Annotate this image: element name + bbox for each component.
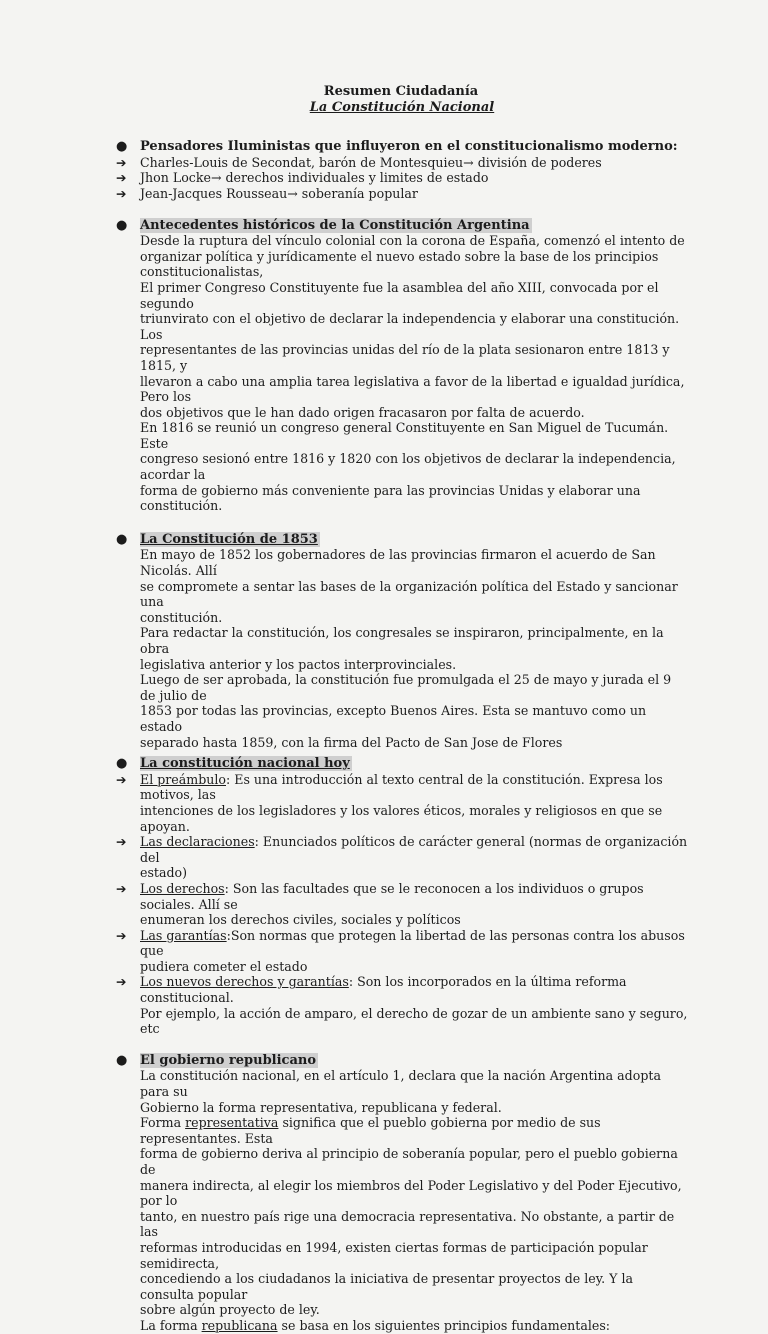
section-constitucion-hoy bbox=[116, 756, 688, 1037]
arrow-icon: ➔ bbox=[116, 771, 127, 787]
section-gobierno-republicano bbox=[116, 1053, 688, 1334]
term: Las garantías bbox=[140, 927, 227, 943]
arrow-icon: ➔ bbox=[116, 927, 127, 943]
term: Las declaraciones bbox=[140, 834, 255, 850]
list-item: ➔ Los nuevos derechos y garantías: Son los incorporados en la última reforma constitucional. Por ejemplo, la acción de amparo, el derecho de gozar de un ambiente sano y seguro, etc bbox=[116, 974, 688, 1037]
list-item: ➔ El preámbulo: Es una introducción al texto central de la constitución. Expresa los motivos, las intenciones de los legisladores y los valores éticos, morales y religiosos en que se apoyan. bbox=[116, 771, 663, 834]
list-item: ➔ Jhon Locke→ derechos individuales y limites de estado bbox=[116, 170, 489, 186]
arrow-icon: ➔ bbox=[116, 185, 127, 201]
term: republicana bbox=[201, 1317, 278, 1333]
arrow-icon: ➔ bbox=[116, 974, 127, 990]
list-item: ➔ Los derechos: Son las facultades que se le reconocen a los individuos o grupos sociales. Allí se enumeran los derechos civiles, sociales y políticos bbox=[116, 880, 644, 928]
section-heading: ● La Constitución de 1853 bbox=[116, 531, 318, 547]
bullet-icon: ● bbox=[116, 756, 128, 772]
bullet-icon: ● bbox=[116, 139, 128, 155]
list-item: ➔ Jean-Jacques Rousseau→ soberanía popular bbox=[116, 185, 418, 201]
term: Los nuevos derechos y garantías bbox=[140, 974, 349, 990]
document-subtitle: La Constitución Nacional bbox=[309, 99, 495, 115]
list-item: ➔ Las garantías:Son normas que protegen la libertad de las personas contra los abusos que pudiera cometer el estado bbox=[116, 927, 685, 974]
section-body: Desde la ruptura del vínculo colonial con la corona de España, comenzó el intento de organizar política y jurídicamente el nuevo estado sobre la base de los principios constitucionalistas, El primer Congreso Constituyente fue la asamblea del año XIII, convocada por el segundo triunvirato con el objetivo de declarar la independencia y elaborar una constitución. Los representantes de las provincias unidas del río de la plata sesionaron entre 1813 y 1815, y llevaron a cabo una amplia tarea legislativa a favor de la libertad e igualdad jurídica, Pero los dos objetivos que le han dado origen fracasaron por falta de acuerdo. En 1816 se reunió un congreso general Constituyente en San Miguel de Tucumán. Este congreso sesionó entre 1816 y 1820 con los objetivos de declarar la independencia, acordar la forma de gobierno más conveniente para las provincias Unidas y elaborar una constitución. bbox=[140, 233, 685, 514]
bullet-icon: ● bbox=[116, 531, 128, 547]
list-item: ➔ Charles-Louis de Secondat, barón de Montesquieu→ división de poderes bbox=[116, 154, 602, 170]
arrow-icon: ➔ bbox=[116, 154, 127, 170]
section-constitucion-1853 bbox=[116, 532, 688, 750]
term: Los derechos bbox=[140, 880, 225, 896]
section-heading: ● Antecedentes históricos de la Constitución Argentina bbox=[116, 217, 530, 233]
section-body: La constitución nacional, en el artículo 1, declara que la nación Argentina adopta para su Gobierno la forma representativa, republicana y federal. Forma representativa significa que el pueblo gobierna por medio de sus representantes. Esta forma de gobierno deriva al principio de soberanía popular, pero el pueblo gobierna de manera indirecta, al elegir los miembros del Poder Legislativo y del Poder Ejecutivo, por lo tanto, en nuestro país rige una democracia representativa. No obstante, a partir de las reformas introducidas en 1994, existen ciertas formas de participación popular semidirecta, concediendo a los ciudadanos la iniciativa de presentar proyectos de ley. Y la consulta popular sobre algún proyecto de ley. La forma republicana se basa en los siguientes principios fundamentales: bbox=[140, 1068, 682, 1333]
document-title: Resumen Ciudadanía bbox=[323, 84, 479, 99]
section-pensadores bbox=[116, 139, 688, 201]
section-heading: ● La constitución nacional hoy bbox=[116, 756, 350, 772]
list-item: ➔ Las declaraciones: Enunciados políticos de carácter general (normas de organización del estado) bbox=[116, 834, 688, 881]
arrow-icon: ➔ bbox=[116, 880, 127, 896]
section-heading: ● Pensadores Iluministas que influyeron en el constitucionalismo moderno: bbox=[116, 139, 678, 155]
section-body: En mayo de 1852 los gobernadores de las provincias firmaron el acuerdo de San Nicolás. Allí se compromete a sentar las bases de la organización política del Estado y sancionar una constitución. Para redactar la constitución, los congresales se inspiraron, principalmente, en la obra legislativa anterior y los pactos interprovinciales. Luego de ser aprobada, la constitución fue promulgada el 25 de mayo y jurada el 9 de julio de 1853 por todas las provincias, excepto Buenos Aires. Esta se mantuvo como un estado separado hasta 1859, con la firma del Pacto de San Jose de Flores bbox=[140, 547, 678, 750]
term: representativa bbox=[185, 1115, 279, 1131]
bullet-icon: ● bbox=[116, 217, 128, 233]
term: El preámbulo bbox=[140, 771, 226, 787]
bullet-icon: ● bbox=[116, 1052, 128, 1068]
arrow-icon: ➔ bbox=[116, 170, 127, 186]
section-antecedentes bbox=[116, 218, 688, 514]
arrow-icon: ➔ bbox=[116, 834, 127, 850]
section-heading: ● El gobierno republicano bbox=[116, 1052, 317, 1068]
